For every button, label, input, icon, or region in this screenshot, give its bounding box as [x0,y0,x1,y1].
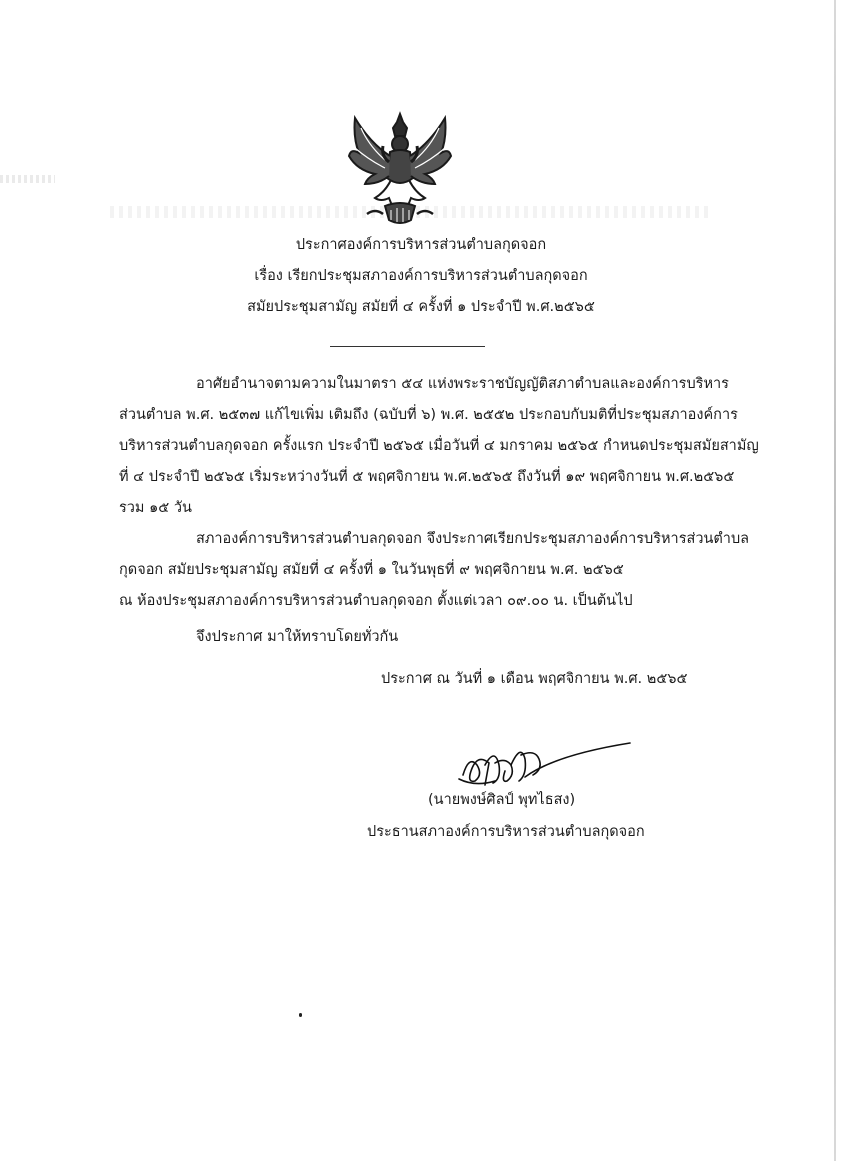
scan-bleed-mark [0,175,55,183]
announcement-date: ประกาศ ณ วันที่ ๑ เดือน พฤศจิกายน พ.ศ. ๒๕๖๕ [381,671,688,687]
paragraph-1-line-5: รวม ๑๕ วัน [119,500,192,516]
announcement-heading: ประกาศองค์การบริหารส่วนตำบลกุดจอก [295,237,547,253]
scan-edge [834,0,836,1161]
paragraph-2-line-3: ณ ห้องประชุมสภาองค์การบริหารส่วนตำบลกุดจอก ตั้งแต่เวลา ๐๙.๐๐ น. เป็นต้นไป [119,593,633,609]
signatory-name: (นายพงษ์ศิลป์ พุทไธสง) [428,792,576,808]
paragraph-1-line-3: บริหารส่วนตำบลกุดจอก ครั้งแรก ประจำปี ๒๕๖๕ เมื่อวันที่ ๔ มกราคม ๒๕๖๕ กำหนดประชุมสมัยสามัญ [119,438,759,454]
scan-speck [299,1013,302,1017]
paragraph-2-line-1: สภาองค์การบริหารส่วนตำบลกุดจอก จึงประกาศเรียกประชุมสภาองค์การบริหารส่วนตำบล [196,531,750,547]
closing-statement: จึงประกาศ มาให้ทราบโดยทั่วกัน [196,629,399,645]
paragraph-1-line-4: ที่ ๔ ประจำปี ๒๕๖๕ เริ่มระหว่างวันที่ ๕ พฤศจิกายน พ.ศ.๒๕๖๕ ถึงวันที่ ๑๙ พฤศจิกายน พ.ศ.๒๕๖๕ [119,469,735,485]
handwritten-signature [455,735,645,795]
subject-line: เรื่อง เรียกประชุมสภาองค์การบริหารส่วนตำบลกุดจอก [254,268,588,284]
signatory-title: ประธานสภาองค์การบริหารส่วนตำบลกุดจอก [367,824,645,840]
session-line: สมัยประชุมสามัญ สมัยที่ ๔ ครั้งที่ ๑ ประจำปี พ.ศ.๒๕๖๕ [247,299,595,315]
paragraph-2-line-2: กุดจอก สมัยประชุมสามัญ สมัยที่ ๔ ครั้งที่ ๑ ในวันพุธที่ ๙ พฤศจิกายน พ.ศ. ๒๕๖๕ [119,562,624,578]
paragraph-1-line-1: อาศัยอำนาจตามความในมาตรา ๕๔ แห่งพระราชบัญญัติสภาตำบลและองค์การบริหาร [196,376,729,392]
paragraph-1-line-2: ส่วนตำบล พ.ศ. ๒๕๓๗ แก้ไขเพิ่ม เติมถึง (ฉบับที่ ๖) พ.ศ. ๒๕๕๒ ประกอบกับมติที่ประชุมสภาองค์การ [119,407,738,423]
header-divider [330,346,485,347]
garuda-emblem-icon [345,108,455,228]
